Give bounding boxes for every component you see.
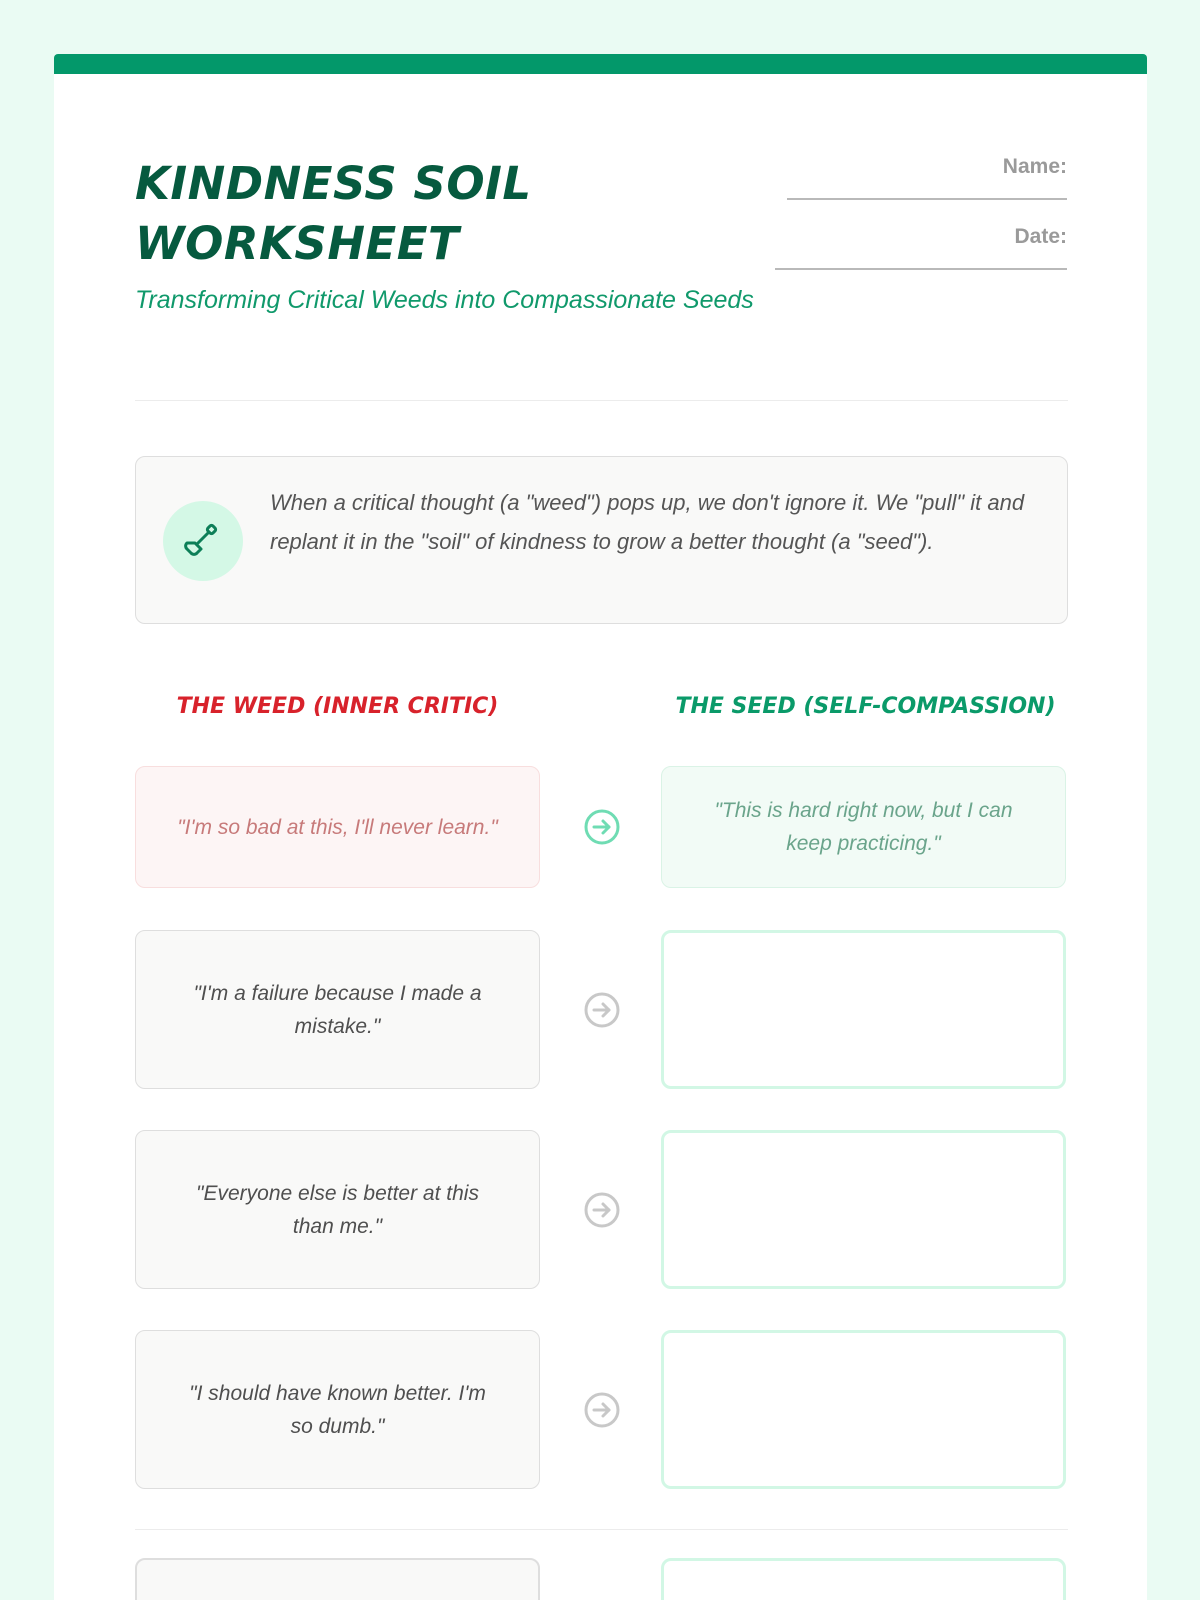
- header-divider: [135, 400, 1068, 401]
- name-label: Name:: [1002, 155, 1067, 178]
- intro-box: [135, 456, 1068, 624]
- shovel-icon: [163, 501, 243, 581]
- seed-answer-field[interactable]: [661, 1330, 1066, 1489]
- page-subtitle: Transforming Critical Weeds into Compassionate Seeds: [135, 286, 754, 314]
- date-field[interactable]: [775, 252, 1067, 270]
- weed-thought-card: "I'm a failure because I made a mistake.": [135, 930, 540, 1089]
- section-divider: [135, 1529, 1068, 1530]
- weed-thought-card: "I should have known better. I'm so dumb.": [135, 1330, 540, 1489]
- page-title: KINDNESS SOIL WORKSHEET: [135, 157, 532, 270]
- worksheet-page: [54, 54, 1147, 1600]
- seed-answer-field[interactable]: [661, 1130, 1066, 1289]
- arrow-right-icon: [582, 807, 622, 847]
- top-accent-bar: [54, 54, 1147, 74]
- seed-column-heading: THE SEED (SELF-COMPASSION): [675, 694, 1056, 719]
- name-date-fields: [747, 152, 1067, 292]
- arrow-right-icon: [582, 990, 622, 1030]
- intro-text: When a critical thought (a "weed") pops up, we don't ignore it. We "pull" it and replant it in the "soil" of kindness to grow a better thought (a "seed").: [270, 490, 1025, 554]
- date-label: Date:: [1014, 225, 1067, 248]
- weed-column-heading: THE WEED (INNER CRITIC): [176, 694, 499, 719]
- seed-answer-field[interactable]: [661, 1558, 1066, 1600]
- example-seed-card: "This is hard right now, but I can keep practicing.": [661, 766, 1066, 888]
- arrow-right-icon: [582, 1390, 622, 1430]
- example-weed-card: "I'm so bad at this, I'll never learn.": [135, 766, 540, 888]
- weed-thought-card: [135, 1558, 540, 1600]
- arrow-right-icon: [582, 1190, 622, 1230]
- name-field[interactable]: [787, 182, 1067, 200]
- seed-answer-field[interactable]: [661, 930, 1066, 1089]
- weed-thought-card: "Everyone else is better at this than me.": [135, 1130, 540, 1289]
